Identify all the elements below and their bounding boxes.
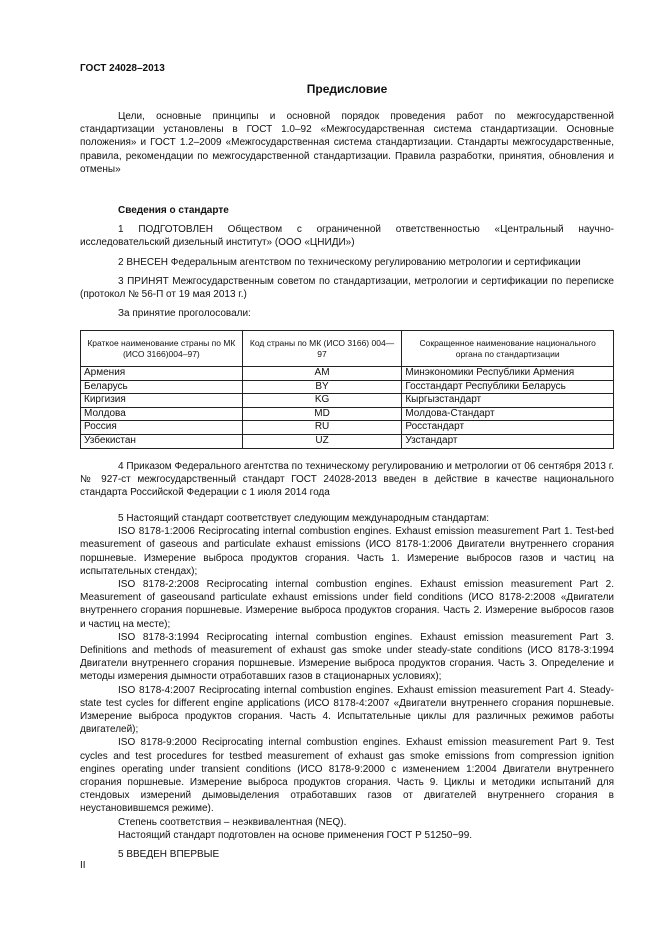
item-submitted: 2 ВНЕСЕН Федеральным агентством по техническому регулированию метрологии и сертификации [118, 256, 581, 268]
table-header-row [81, 331, 614, 367]
table-row [81, 421, 614, 435]
item-prepared: 1 ПОДГОТОВЛЕН Обществом с ограниченной ответственностью «Центральный научно-исследовательский дизельный институт» (ООО «ЦНИДИ») [80, 224, 614, 249]
header-body: Сокращенное наименование национального органа по стандартизации [402, 331, 614, 367]
table-row [81, 394, 614, 408]
code-cell: BY [242, 380, 402, 394]
code-cell: KG [242, 394, 402, 408]
code-cell: RU [242, 421, 402, 435]
country-cell: Киргизия [81, 394, 243, 408]
intro-section [80, 110, 614, 176]
body-cell: Узстандарт [402, 434, 614, 448]
body-cell: Кыргызстандарт [402, 394, 614, 408]
code-cell: AM [242, 367, 402, 381]
vote-intro: За принятие проголосовали: [118, 308, 251, 320]
item-correspondence: 5 Настоящий стандарт соответствует следующим международным стандартам: [118, 513, 490, 524]
country-cell: Армения [81, 367, 243, 381]
item-order: 4 Приказом Федерального агентства по техническому регулированию и метрологии от 06 сентября 2013 г. № 927-ст межгосударственный стандарт ГОСТ 24028-2013 введен в действие в качестве национального стандарта Российской Федерации с 1 июля 2014 года [80, 461, 614, 499]
info-heading: Сведения о стандарте [118, 205, 229, 216]
country-cell: Узбекистан [81, 434, 243, 448]
basis-statement: Настоящий стандарт подготовлен на основе применения ГОСТ Р 51250−99. [118, 829, 473, 841]
header-code: Код страны по МК (ИСО 3166) 004—97 [242, 331, 402, 367]
table-row [81, 380, 614, 394]
document-code: ГОСТ 24028–2013 [80, 63, 165, 74]
item-adopted: 3 ПРИНЯТ Межгосударственным советом по стандартизации, метрологии и сертификации по переписке (протокол № 56-П от 19 мая 2013 г.) [80, 275, 614, 301]
header-country: Краткое наименование страны по МК (ИСО 3166)004–97) [81, 331, 243, 367]
table-row [81, 434, 614, 448]
country-cell: Россия [81, 421, 243, 435]
voting-table [80, 330, 614, 449]
info-section [80, 204, 614, 320]
iso-8178-4: ISO 8178-4:2007 Reciprocating internal combustion engines. Exhaust emission measurement Part 4. Steady-state test cycles for different engine applications (ИСО 8178-4:2007 «Двигатели внутреннего сгорания поршневые. Измерение выброса продуктов сгорания. Часть 4. Испытательные циклы для различных режимов работы двигателей); [80, 684, 614, 736]
page-number: II [80, 860, 86, 871]
country-cell: Беларусь [81, 380, 243, 394]
table-row [81, 367, 614, 381]
iso-8178-2: ISO 8178-2:2008 Reciprocating internal combustion engines. Exhaust emission measurement Part 2. Measurement of gaseousand particulate exhaust emissions under field conditions (ИСО 8178-2:2008 «Двигатели внутреннего сгорания поршневые. Измерение выброса продуктов сгорания. Часть 2. Измерение выбросов газов и частиц на месте); [80, 579, 614, 630]
body-cell: Росстандарт [402, 421, 614, 435]
order-section [80, 460, 614, 500]
standards-section [80, 512, 614, 861]
body-cell: Минэкономики Республики Армения [402, 367, 614, 381]
iso-8178-1: ISO 8178-1:2006 Reciprocating internal combustion engines. Exhaust emission measurement Part 1. Test-bed measurement of gaseous and particulate exhaust emissions (ИСО 8178-1:2006 Двигатели внутреннего сгорания поршневые. Измерение выброса продуктов сгорания. Часть 1. Измерение выбросов газов и частиц на испытательных стендах); [80, 526, 614, 577]
intro-paragraph: Цели, основные принципы и основной порядок проведения работ по межгосударственной стандартизации установлены в ГОСТ 1.0–92 «Межгосударственная система стандартизации. Основные положения» и ГОСТ 1.2–2009 «Межгосударственная система стандартизации. Стандарты межгосударственные, правила, рекомендации по межгосударственной стандартизации. Правила разработки, принятия, обновления и отмены» [80, 111, 614, 175]
code-cell: UZ [242, 434, 402, 448]
body-cell: Госстандарт Республики Беларусь [402, 380, 614, 394]
country-cell: Молдова [81, 407, 243, 421]
code-cell: MD [242, 407, 402, 421]
table-row [81, 407, 614, 421]
iso-8178-9: ISO 8178-9:2000 Reciprocating internal combustion engines. Exhaust emission measurement Part 9. Test cycles and test procedures for testbed measurement of exhaust gas smoke emissions from compression ignition engines operating under transient conditions (ИСО 8178-9:2000 с изменением 1:2004 Двигатели внутреннего сгорания поршневые. Измерение выброса продуктов сгорания. Часть 9. Циклы и методики испытаний для стендовых измерений дымовыделения отработавших газов от двигателей внутреннего сгорания в неустановившемся режиме). [80, 737, 614, 815]
body-cell: Молдова-Стандарт [402, 407, 614, 421]
item-introduced: 5 ВВЕДЕН ВПЕРВЫЕ [118, 849, 220, 861]
page-title: Предисловие [306, 82, 388, 96]
degree-of-correspondence: Степень соответствия – неэквивалентная (NEQ). [118, 816, 347, 828]
iso-8178-3: ISO 8178-3:1994 Reciprocating internal combustion engines. Exhaust emission measurement Part 3. Definitions and methods of measurement of exhaust gas smoke under steady-state conditions (ИСО 8178-3:1994 Двигатели внутреннего сгорания поршневые. Измерение выброса продуктов сгорания. Часть 3. Определение и методы измерения дымности отработавших газов в стационарных условиях); [80, 631, 614, 683]
